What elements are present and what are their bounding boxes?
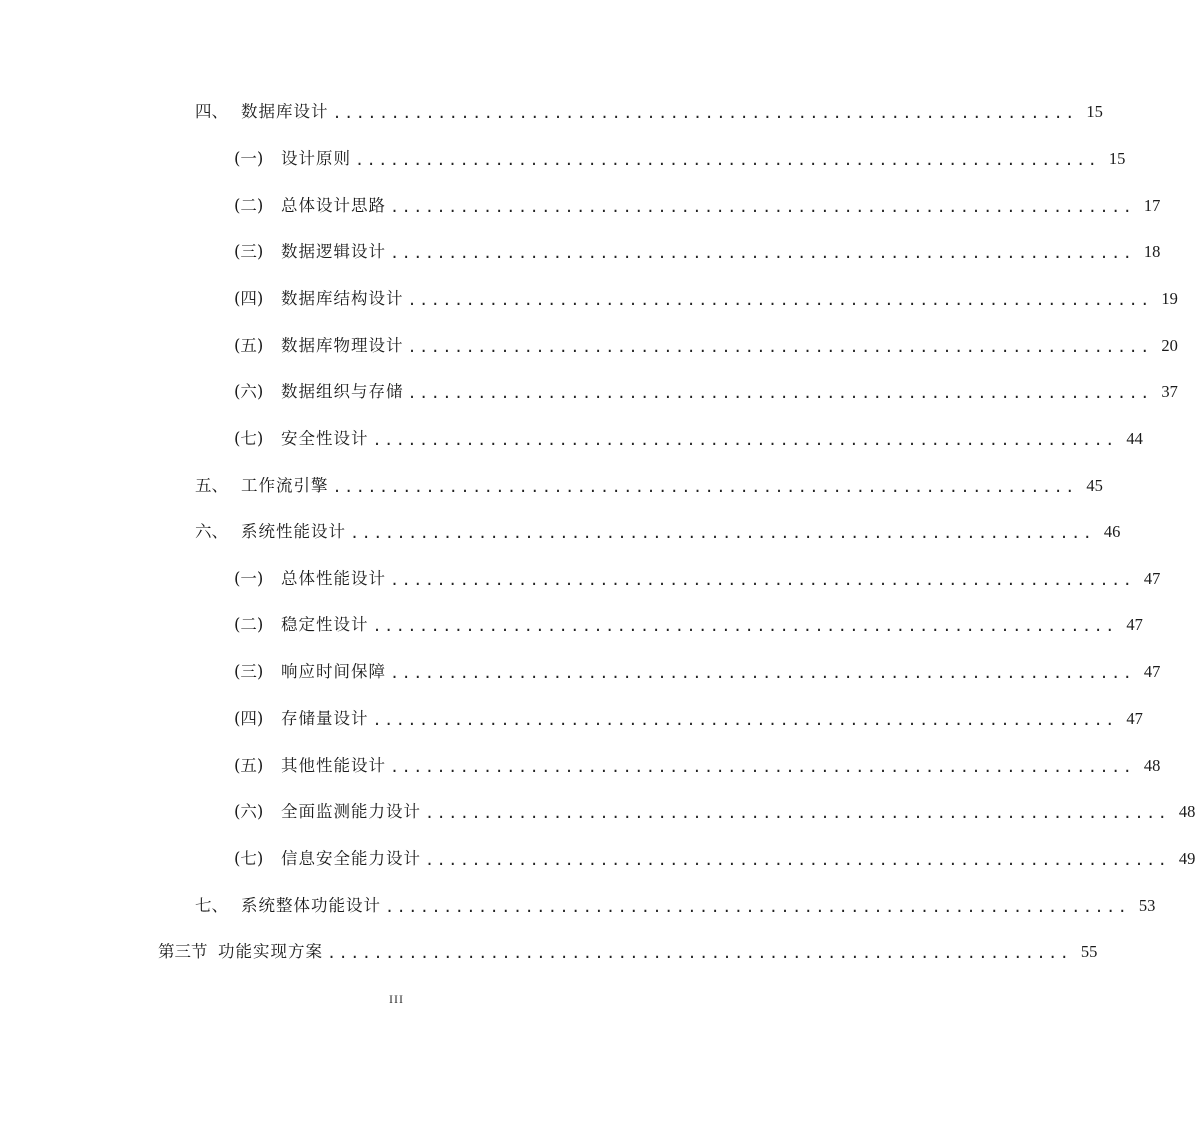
toc-entry-page: 48 (1143, 756, 1161, 775)
toc-entry-marker: (二) (234, 196, 264, 215)
toc-leader-dots: ................................................................ (372, 431, 1117, 449)
toc-entry[interactable] (234, 284, 1178, 310)
toc-entry[interactable] (234, 564, 1161, 590)
toc-leader-dots: ................................................................ (350, 524, 1095, 542)
toc-entry-page: 47 (1143, 662, 1161, 681)
toc-entry-title: 其他性能设计 (281, 756, 386, 775)
toc-entry-marker: 六、 (195, 522, 228, 541)
toc-entry-marker: (七) (234, 429, 264, 448)
toc-leader-dots: ................................................................ (327, 944, 1072, 962)
toc-entry[interactable] (195, 471, 1103, 497)
toc-entry-title: 数据库结构设计 (281, 289, 404, 308)
toc-entry[interactable] (234, 751, 1161, 777)
toc-leader-dots: ................................................................ (407, 384, 1152, 402)
toc-entry-page: 45 (1086, 476, 1103, 495)
toc-entry-marker: 七、 (195, 896, 228, 915)
page-number: III (389, 992, 404, 1006)
toc-entry[interactable] (234, 657, 1161, 683)
toc-entry[interactable] (195, 517, 1121, 543)
toc-leader-dots: ................................................................ (407, 291, 1152, 309)
toc-entry-marker: (四) (234, 289, 264, 308)
toc-leader-dots: ................................................................ (390, 664, 1135, 682)
toc-entry-marker: (三) (234, 662, 264, 681)
toc-entry-marker: (三) (234, 242, 264, 261)
toc-entry-page: 18 (1143, 242, 1161, 261)
toc-leader-dots: ................................................................ (390, 198, 1135, 216)
toc-entry-title: 数据逻辑设计 (281, 242, 386, 261)
toc-entry-marker: 五、 (195, 476, 228, 495)
toc-entry-marker: (五) (234, 336, 264, 355)
toc-entry[interactable] (158, 937, 1098, 963)
toc-entry[interactable] (234, 377, 1178, 403)
toc-entry[interactable] (234, 844, 1195, 870)
toc-entry-page: 37 (1161, 382, 1178, 401)
toc-entry-page: 15 (1108, 149, 1126, 168)
toc-entry-title: 全面监测能力设计 (281, 802, 421, 821)
toc-leader-dots: ................................................................ (390, 758, 1135, 776)
toc-entry-title: 总体性能设计 (281, 569, 386, 588)
toc-entry[interactable] (195, 891, 1156, 917)
toc-entry-page: 19 (1161, 289, 1178, 308)
toc-entry-page: 53 (1138, 896, 1156, 915)
toc-leader-dots: ................................................................ (385, 898, 1130, 916)
toc-entry-marker: (二) (234, 615, 264, 634)
toc-entry-marker: (一) (234, 569, 264, 588)
toc-entry-marker: (五) (234, 756, 264, 775)
toc-entry-title: 系统性能设计 (241, 522, 346, 541)
toc-entry-marker: (六) (234, 802, 264, 821)
toc-entry[interactable] (234, 704, 1143, 730)
toc-entry-title: 数据库设计 (241, 102, 329, 121)
toc-entry-page: 48 (1178, 802, 1195, 821)
toc-entry-marker: (四) (234, 709, 264, 728)
toc-entry-marker: (七) (234, 849, 264, 868)
toc-entry-title: 响应时间保障 (281, 662, 386, 681)
toc-leader-dots: ................................................................ (372, 617, 1117, 635)
toc-entry-title: 功能实现方案 (218, 942, 323, 961)
toc-leader-dots: ................................................................ (332, 104, 1077, 122)
toc-entry[interactable] (234, 237, 1161, 263)
toc-entry-page: 15 (1086, 102, 1103, 121)
toc-entry-page: 55 (1080, 942, 1098, 961)
toc-entry-page: 49 (1178, 849, 1195, 868)
toc-entry-title: 信息安全能力设计 (281, 849, 421, 868)
toc-entry[interactable] (234, 331, 1178, 357)
toc-entry-page: 47 (1126, 709, 1143, 728)
toc-entry-title: 总体设计思路 (281, 196, 386, 215)
toc-leader-dots: ................................................................ (407, 338, 1152, 356)
toc-leader-dots: ................................................................ (355, 151, 1100, 169)
toc-leader-dots: ................................................................ (425, 804, 1170, 822)
toc-leader-dots: ................................................................ (425, 851, 1170, 869)
toc-entry-title: 安全性设计 (281, 429, 369, 448)
toc-entry-page: 17 (1143, 196, 1161, 215)
toc-entry-title: 数据库物理设计 (281, 336, 404, 355)
toc-entry[interactable] (234, 424, 1143, 450)
toc-entry[interactable] (234, 144, 1126, 170)
toc-entry-title: 工作流引擎 (241, 476, 329, 495)
toc-entry[interactable] (234, 191, 1161, 217)
toc-entry[interactable] (195, 97, 1103, 123)
toc-leader-dots: ................................................................ (390, 571, 1135, 589)
toc-entry[interactable] (234, 797, 1195, 823)
toc-leader-dots: ................................................................ (390, 244, 1135, 262)
toc-entry-title: 系统整体功能设计 (241, 896, 381, 915)
toc-leader-dots: ................................................................ (372, 711, 1117, 729)
toc-entry-page: 47 (1143, 569, 1161, 588)
toc-entry-page: 44 (1126, 429, 1143, 448)
toc-leader-dots: ................................................................ (332, 478, 1077, 496)
toc-entry-marker: (六) (234, 382, 264, 401)
toc-entry-title: 稳定性设计 (281, 615, 369, 634)
toc-entry[interactable] (234, 610, 1143, 636)
toc-entry-page: 47 (1126, 615, 1143, 634)
toc-entry-title: 数据组织与存储 (281, 382, 404, 401)
toc-entry-page: 46 (1103, 522, 1121, 541)
toc-entry-marker: (一) (234, 149, 264, 168)
toc-entry-marker: 第三节 (158, 942, 208, 961)
toc-entry-marker: 四、 (195, 102, 228, 121)
toc-entry-page: 20 (1161, 336, 1178, 355)
toc-entry-title: 设计原则 (281, 149, 351, 168)
toc-entry-title: 存储量设计 (281, 709, 369, 728)
